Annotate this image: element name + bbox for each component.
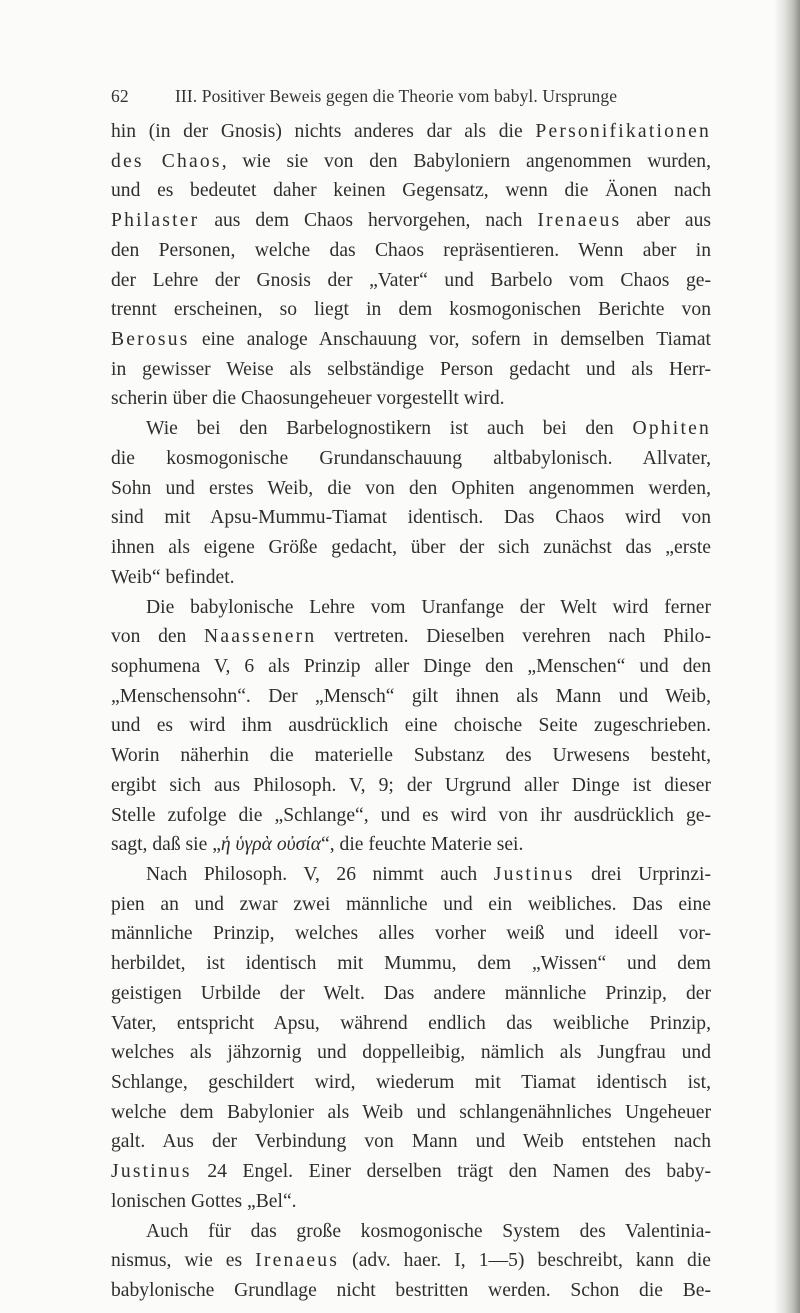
emphasis-spaced: Berosus bbox=[111, 329, 190, 351]
text-line: Weib“ befindet. bbox=[111, 566, 235, 588]
emphasis-spaced: Justinus bbox=[111, 1161, 192, 1183]
emphasis-spaced: Justinus bbox=[493, 863, 575, 885]
running-head bbox=[111, 86, 711, 108]
text-line: galt. Aus der Verbindung von Mann und Weib entstehen nach bbox=[111, 1131, 711, 1153]
text-line: Berosus eine analoge Anschauung vor, sofern in demselben Tiamat bbox=[111, 329, 711, 351]
emphasis-spaced: Ophiten bbox=[632, 418, 711, 440]
text-line: Wie bei den Barbelognostikern ist auch bei den Ophiten bbox=[146, 418, 711, 440]
text-line: Sohn und erstes Weib, die von den Ophiten angenommen werden, bbox=[111, 477, 711, 499]
emphasis-spaced: Philaster bbox=[111, 210, 200, 232]
text-line: Vater, entspricht Apsu, während endlich das weibliche Prinzip, bbox=[111, 1012, 711, 1034]
emphasis-spaced: Irenaeus bbox=[537, 210, 622, 232]
text-line: welches als jähzornig und doppelleibig, nämlich als Jungfrau und bbox=[111, 1042, 711, 1064]
text-line: „Menschensohn“. Der „Mensch“ gilt ihnen als Mann und Weib, bbox=[111, 685, 711, 707]
text-line: und es bedeutet daher keinen Gegensatz, wenn die Äonen nach bbox=[111, 180, 711, 202]
running-head-title: III. Positiver Beweis gegen die Theorie vom babyl. Ursprunge bbox=[175, 86, 618, 106]
text-line: von den Naassenern vertreten. Dieselben verehren nach Philo- bbox=[111, 626, 711, 648]
text-line: scherin über die Chaosungeheuer vorgestellt wird. bbox=[111, 388, 505, 410]
emphasis-spaced: Naassenern bbox=[204, 626, 317, 648]
emphasis-spaced: Irenaeus bbox=[255, 1250, 340, 1272]
emphasis-spaced: des Chaos bbox=[111, 150, 222, 172]
text-line: den Personen, welche das Chaos repräsentieren. Wenn aber in bbox=[111, 239, 711, 261]
text-line: Philaster aus dem Chaos hervorgehen, nach Irenaeus aber aus bbox=[111, 210, 711, 232]
body-text bbox=[111, 117, 711, 1306]
text-line: Schlange, geschildert wird, wiederum mit Tiamat identisch ist, bbox=[111, 1072, 711, 1093]
text-line: Worin näherhin die materielle Substanz des Urwesens besteht, bbox=[111, 745, 711, 767]
text-line: lonischen Gottes „Bel“. bbox=[111, 1190, 297, 1212]
text-line: sagt, daß sie „ἡ ὑγρὰ οὐσία“, die feuchte Materie sei. bbox=[111, 834, 524, 856]
page-number: 62 bbox=[111, 86, 129, 106]
text-line: welche dem Babylonier als Weib und schlangenähnliches Ungeheuer bbox=[111, 1101, 711, 1123]
page-edge-shadow bbox=[774, 0, 800, 1313]
text-line: Die babylonische Lehre vom Uranfange der Welt wird ferner bbox=[146, 596, 711, 618]
text-line: ihnen als eigene Größe gedacht, über der sich zunächst das „erste bbox=[111, 537, 711, 559]
text-line: trennt erscheinen, so liegt in dem kosmogonischen Berichte von bbox=[111, 299, 711, 321]
emphasis-spaced: Personifikationen bbox=[535, 121, 711, 142]
text-line: nismus, wie es Irenaeus (adv. haer. I, 1—5) beschreibt, kann die bbox=[111, 1250, 711, 1272]
greek-phrase: ἡ ὑγρὰ οὐσία bbox=[220, 834, 322, 856]
text-line: Nach Philosoph. V, 26 nimmt auch Justinus drei Urprinzi- bbox=[146, 863, 711, 885]
text-line: Stelle zufolge die „Schlange“, und es wird von ihr ausdrücklich ge- bbox=[111, 804, 711, 826]
text-line: die kosmogonische Grundanschauung altbabylonisch. Allvater, bbox=[111, 447, 711, 469]
text-line: und es wird ihm ausdrücklich eine choische Seite zugeschrieben. bbox=[111, 715, 711, 737]
text-line: babylonische Grundlage nicht bestritten werden. Schon die Be- bbox=[111, 1280, 711, 1302]
text-line: in gewisser Weise als selbständige Person gedacht und als Herr- bbox=[111, 358, 711, 380]
text-line: männliche Prinzip, welches alles vorher weiß und ideell vor- bbox=[111, 923, 711, 945]
text-line: Justinus 24 Engel. Einer derselben trägt den Namen des baby- bbox=[111, 1161, 711, 1183]
text-line: herbildet, ist identisch mit Mummu, dem „Wissen“ und dem bbox=[111, 953, 711, 975]
text-line: sophumena V, 6 als Prinzip aller Dinge den „Menschen“ und den bbox=[111, 655, 711, 677]
text-line: geistigen Urbilde der Welt. Das andere männliche Prinzip, der bbox=[111, 982, 711, 1004]
text-line: Auch für das große kosmogonische System des Valentinia- bbox=[146, 1220, 711, 1242]
text-line: hin (in der Gnosis) nichts anderes dar als die Personifikationen bbox=[111, 121, 711, 142]
text-line: der Lehre der Gnosis der „Vater“ und Barbelo vom Chaos ge- bbox=[111, 269, 711, 291]
text-line: sind mit Apsu-Mummu-Tiamat identisch. Das Chaos wird von bbox=[111, 507, 711, 529]
text-line: ergibt sich aus Philosoph. V, 9; der Urgrund aller Dinge ist dieser bbox=[111, 774, 711, 796]
text-line: pien an und zwar zwei männliche und ein weibliches. Das eine bbox=[111, 893, 711, 915]
text-line: des Chaos, wie sie von den Babyloniern angenommen wurden, bbox=[111, 150, 711, 172]
